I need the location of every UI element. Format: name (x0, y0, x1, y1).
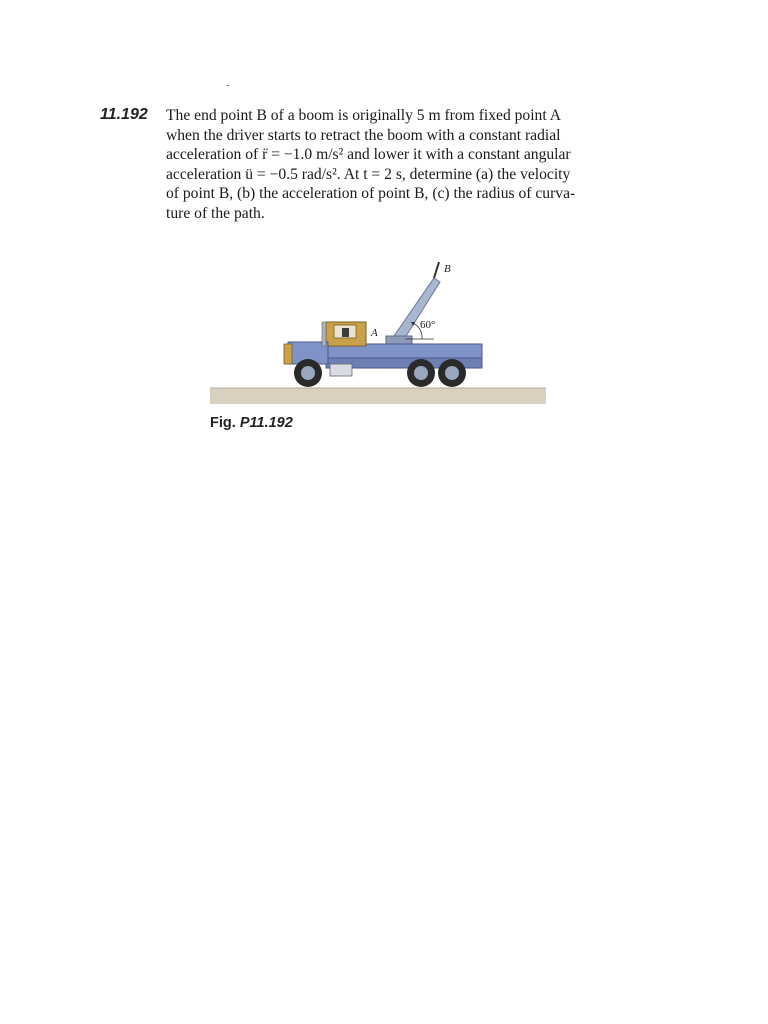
label-point-a: A (371, 327, 378, 339)
angle-label: 60° (420, 319, 436, 331)
truck-figure (208, 252, 548, 412)
ground (210, 388, 546, 404)
problem-line: of point B, (b) the acceleration of point B, (c) the radius of curva- (166, 185, 576, 203)
page-mark: - (226, 80, 230, 91)
figure-caption (210, 415, 293, 431)
problem-line: The end point B of a boom is originally 5 m from fixed point A (166, 107, 561, 124)
problem-block (100, 106, 660, 224)
label-point-b: B (444, 263, 451, 275)
problem-line: when the driver starts to retract the boom with a constant radial (166, 126, 561, 144)
caption-number: P11.192 (239, 415, 293, 431)
problem-line: acceleration ü = −0.5 rad/s². At t = 2 s, determine (a) the velocity (166, 165, 571, 183)
problem-line: ture of the path. (166, 204, 265, 222)
caption-prefix: Fig. (210, 415, 236, 431)
rear-wheel-2 (438, 359, 466, 387)
rear-wheel-1 (407, 359, 435, 387)
boom-tip (434, 262, 439, 278)
boom (394, 278, 440, 341)
problem-text (166, 106, 660, 224)
problem-line: acceleration of r̈ = −1.0 m/s² and lower it with a constant angular (166, 146, 571, 164)
front-wheel (294, 359, 322, 387)
truck-illustration (208, 252, 548, 412)
problem-number: 11.192 (100, 106, 148, 123)
